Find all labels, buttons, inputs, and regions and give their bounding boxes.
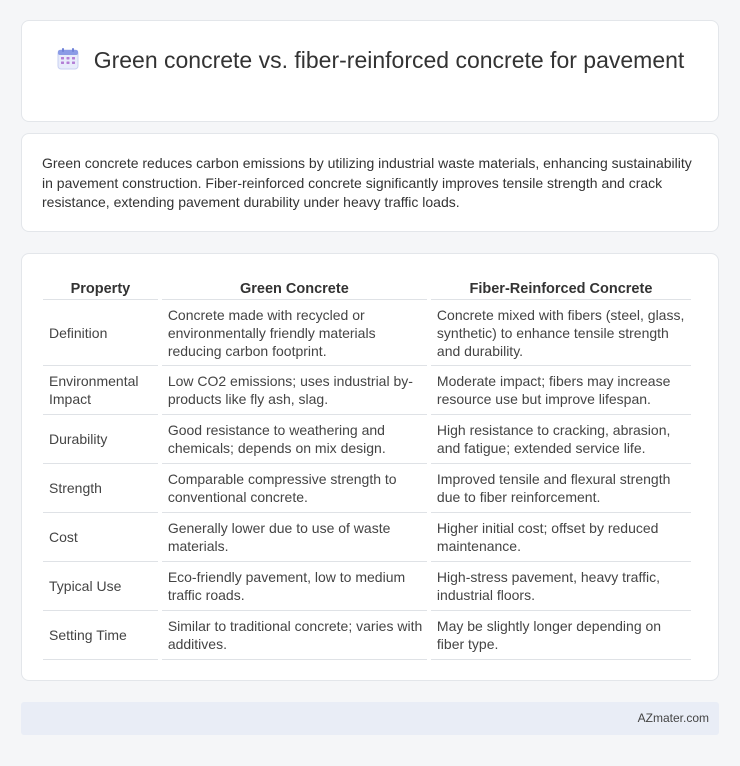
row-property: Cost	[43, 513, 158, 562]
title-card	[21, 20, 719, 122]
row-property: Setting Time	[43, 611, 158, 660]
page-title-text: Green concrete vs. fiber-reinforced concrete for pavement	[93, 47, 685, 73]
row-green-value: Good resistance to weathering and chemicals; depends on mix design.	[162, 415, 427, 464]
table-row	[43, 611, 691, 660]
row-fiber-value: High-stress pavement, heavy traffic, industrial floors.	[431, 562, 691, 611]
row-property: Typical Use	[43, 562, 158, 611]
footer-bar	[21, 702, 719, 735]
row-green-value: Generally lower due to use of waste materials.	[162, 513, 427, 562]
row-property: Strength	[43, 464, 158, 513]
row-fiber-value: High resistance to cracking, abrasion, and fatigue; extended service life.	[431, 415, 691, 464]
comparison-table	[39, 274, 695, 660]
row-fiber-value: Moderate impact; fibers may increase resource use but improve lifespan.	[431, 366, 691, 415]
table-row	[43, 562, 691, 611]
calendar-icon	[56, 47, 80, 71]
table-row	[43, 513, 691, 562]
header-property: Property	[43, 274, 158, 300]
table-row	[43, 415, 691, 464]
row-property: Durability	[43, 415, 158, 464]
comparison-card	[21, 253, 719, 681]
row-green-value: Comparable compressive strength to conventional concrete.	[162, 464, 427, 513]
row-fiber-value: May be slightly longer depending on fiber type.	[431, 611, 691, 660]
intro-card	[21, 133, 719, 232]
row-fiber-value: Concrete mixed with fibers (steel, glass, synthetic) to enhance tensile strength and durability.	[431, 300, 691, 366]
table-row	[43, 366, 691, 415]
table-header-row	[43, 274, 691, 300]
header-fiber-reinforced-concrete: Fiber-Reinforced Concrete	[431, 274, 691, 300]
row-property: Environmental Impact	[43, 366, 158, 415]
header-green-concrete: Green Concrete	[162, 274, 427, 300]
row-property: Definition	[43, 300, 158, 366]
row-fiber-value: Higher initial cost; offset by reduced maintenance.	[431, 513, 691, 562]
row-green-value: Similar to traditional concrete; varies with additives.	[162, 611, 427, 660]
row-fiber-value: Improved tensile and flexural strength due to fiber reinforcement.	[431, 464, 691, 513]
table-row	[43, 464, 691, 513]
footer-site-link[interactable]: AZmater.com	[637, 711, 709, 725]
intro-text: Green concrete reduces carbon emissions by utilizing industrial waste materials, enhancing sustainability in pavement construction. Fiber-reinforced concrete significantly improves tensile strength and crack resistance, extending pavement durability under heavy traffic loads.	[42, 155, 692, 210]
row-green-value: Eco-friendly pavement, low to medium traffic roads.	[162, 562, 427, 611]
row-green-value: Concrete made with recycled or environmentally friendly materials reducing carbon footprint.	[162, 300, 427, 366]
row-green-value: Low CO2 emissions; uses industrial by-products like fly ash, slag.	[162, 366, 427, 415]
page-title	[22, 45, 718, 75]
table-row	[43, 300, 691, 366]
